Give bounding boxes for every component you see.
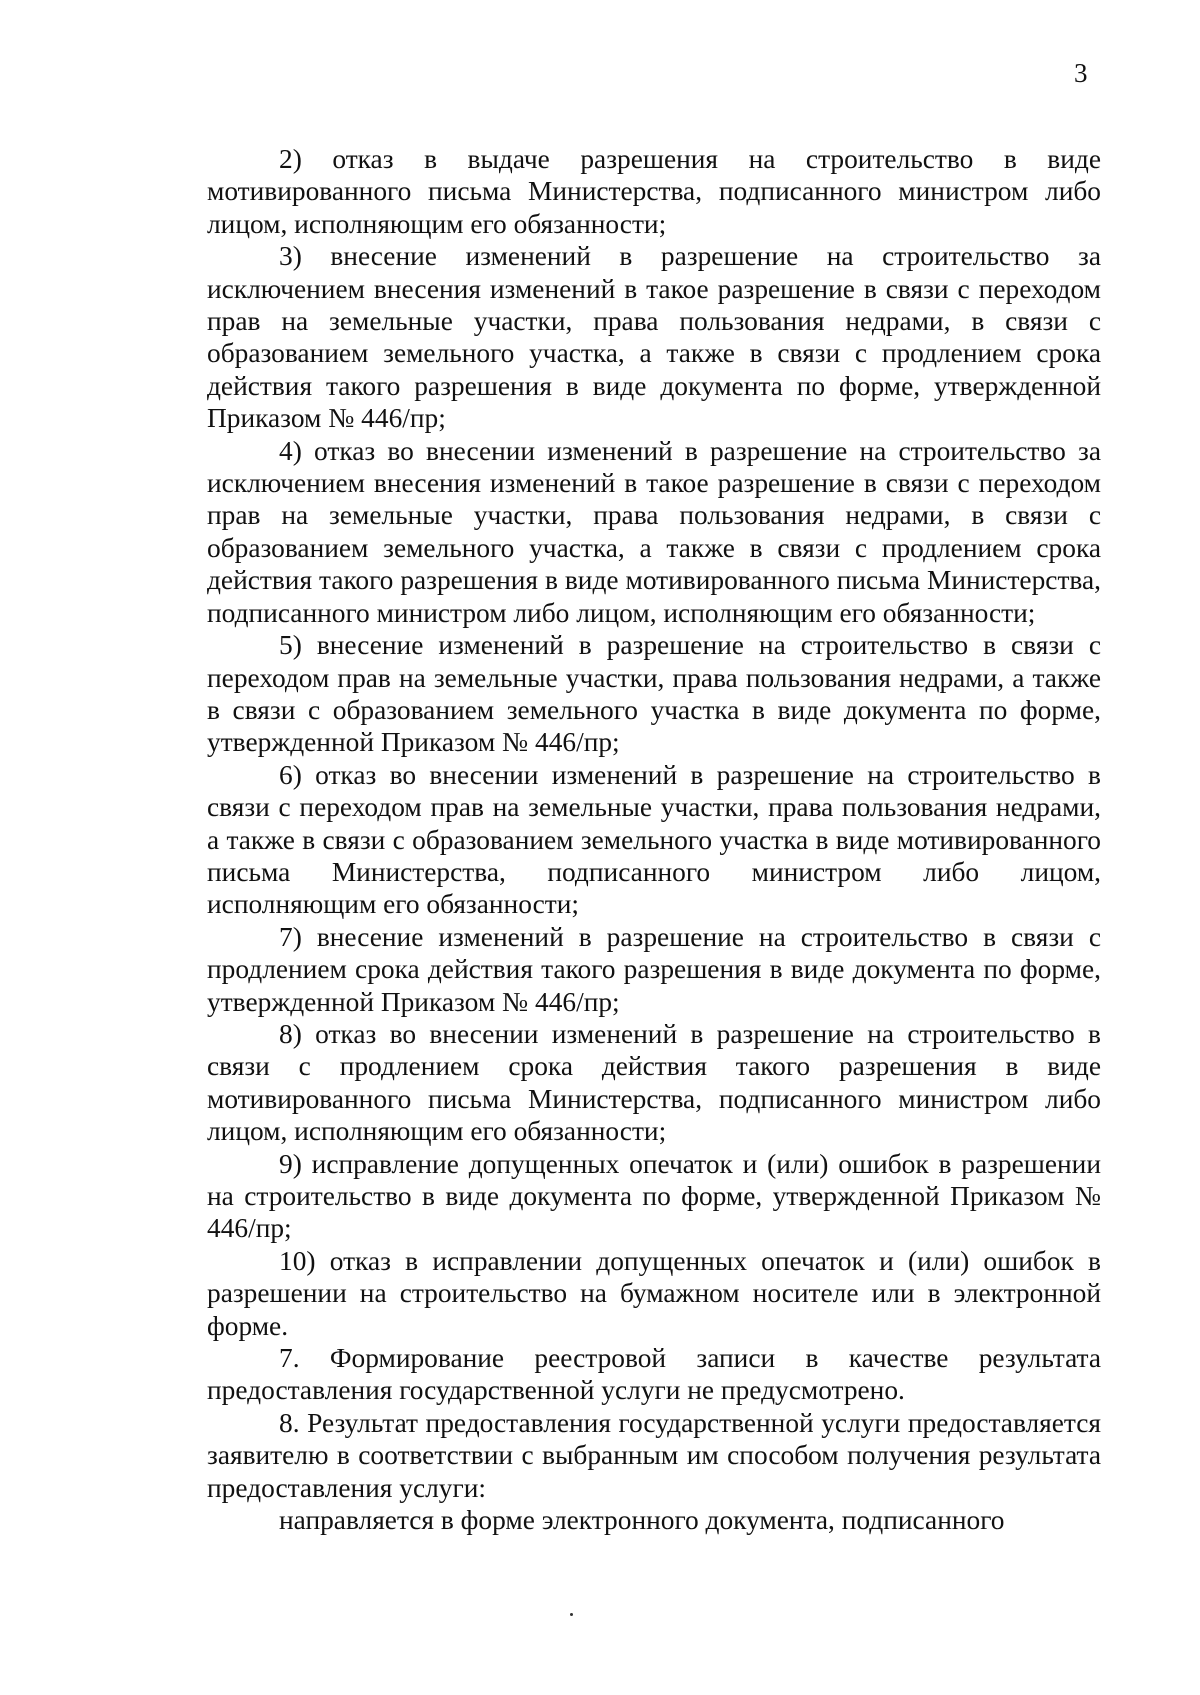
page-number: 3 [1074,58,1088,88]
section-7-paragraph: 7. Формирование реестровой записи в качестве результата предоставления государственной услуги не предусмотрено. [207,1343,1101,1406]
document-body [207,143,1101,1536]
list-item-4: 4) отказ во внесении изменений в разрешение на строительство за исключением внесения изменений в такое разрешение в связи с переходом прав на земельные участки, права пользования недрами, в связи с образованием земельного участка, а также в связи с продлением срока действия такого разрешения в виде мотивированного письма Министерства, подписанного министром либо лицом, исполняющим его обязанности; [207,435,1101,628]
delivery-method-paragraph: направляется в форме электронного документа, подписанного [279,1505,1005,1536]
scan-artifact-dot [570,1613,573,1616]
list-item-9: 9) исправление допущенных опечаток и (или) ошибок в разрешении на строительство в виде документа по форме, утвержденной Приказом № 446/пр; [207,1148,1101,1244]
list-item-2: 2) отказ в выдаче разрешения на строительство в виде мотивированного письма Министерства, подписанного министром либо лицом, исполняющим его обязанности; [207,144,1101,239]
list-item-3: 3) внесение изменений в разрешение на строительство за исключением внесения изменений в такое разрешение в связи с переходом прав на земельные участки, права пользования недрами, в связи с образованием земельного участка, а также в связи с продлением срока действия такого разрешения в виде документа по форме, утвержденной Приказом № 446/пр; [207,241,1101,434]
list-item-10: 10) отказ в исправлении допущенных опечаток и (или) ошибок в разрешении на строительство на бумажном носителе или в электронной форме. [207,1245,1101,1341]
list-item-6: 6) отказ во внесении изменений в разрешение на строительство в связи с переходом прав на земельные участки, права пользования недрами, а также в связи с образованием земельного участка в виде мотивированного письма Министерства, подписанного министром либо лицом, исполняющим его обязанности; [207,759,1101,920]
section-8-paragraph: 8. Результат предоставления государственной услуги предоставляется заявителю в соответствии с выбранным им способом получения результата предоставления услуги: [207,1407,1101,1503]
list-item-8: 8) отказ во внесении изменений в разрешение на строительство в связи с продлением срока действия такого разрешения в виде мотивированного письма Министерства, подписанного министром либо лицом, исполняющим его обязанности; [207,1018,1101,1147]
list-item-5: 5) внесение изменений в разрешение на строительство в связи с переходом прав на земельные участки, права пользования недрами, а также в связи с образованием земельного участка в виде документа по форме, утвержденной Приказом № 446/пр; [207,630,1101,758]
list-item-7: 7) внесение изменений в разрешение на строительство в связи с продлением срока действия такого разрешения в виде документа по форме, утвержденной Приказом № 446/пр; [207,921,1101,1017]
